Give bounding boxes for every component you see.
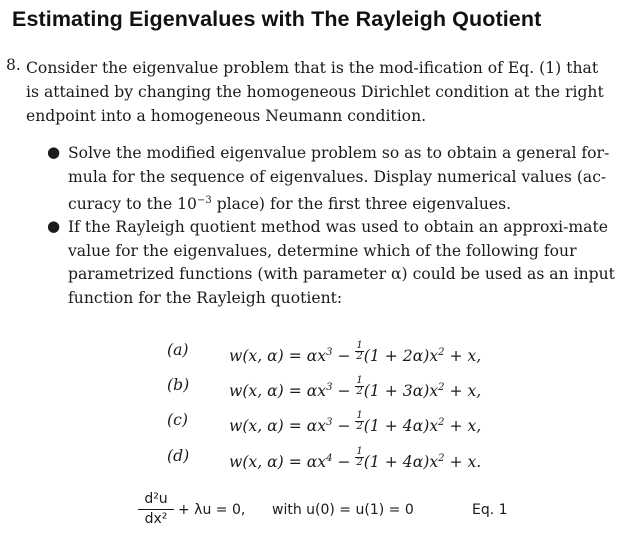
option-expression: w(x, $\alpha) = \alpha x^3$ − $\frac{1}{2}$ $(1 + 4\alpha)x^2 + x$, [229,410,482,435]
equation-1 [138,490,538,532]
option-expression: w(x, $\alpha) = \alpha x^4$ − $\frac{1}{2}$ $(1 + 4\alpha)x^2 + x$. [229,446,482,471]
problem-line: Consider the eigenvalue problem that is the mod-ification of Eq. (1) that [26,59,599,77]
bullet-line: value for the eigenvalues, determine which of the following four [68,241,577,260]
problem-number: 8. [6,56,21,74]
bullet-line: Solve the modified eigenvalue problem so as to obtain a general for- [68,144,610,162]
bullet-line: mula for the sequence of eigenvalues. Display numerical values (ac- [68,167,607,186]
option-expression: w(x, $\alpha) = \alpha x^3$ − $\frac{1}{2}$ $(1 + 2\alpha)x^2 + x$, [229,340,482,365]
option-label: (b) [167,376,190,394]
problem-statement [26,56,626,128]
page-title: Estimating Eigenvalues with The Rayleigh Quotient [12,7,542,31]
bullet-icon: ● [47,217,61,235]
bullet-icon: ● [47,143,61,161]
bullet-line: function for the Rayleigh quotient: [68,289,343,308]
equation-tag: Eq. 1 [472,502,508,518]
fraction-numerator: d²u [138,490,174,510]
derivative-fraction [138,490,174,528]
bullet-line: curacy to the $10^{-3}$ place) for the first three eigenvalues. [68,195,512,214]
bullet-item-rayleigh [68,216,634,311]
bullet-item-solve [68,142,634,217]
option-label: (c) [167,411,188,429]
problem-line: is attained by changing the homogeneous Dirichlet condition at the right [26,83,604,101]
option-label: (d) [167,447,190,465]
bullet-line: If the Rayleigh quotient method was used to obtain an approxi-mate [68,218,608,236]
equation-rest: + λu = 0, [178,502,246,518]
bullet-line: parametrized functions (with parameter α) could be used as an input [68,265,615,284]
boundary-condition: with u(0) = u(1) = 0 [272,502,414,518]
problem-line: endpoint into a homogeneous Neumann condition. [26,107,427,125]
option-label: (a) [167,341,189,359]
option-expression: w(x, $\alpha) = \alpha x^3$ − $\frac{1}{2}$ $(1 + 3\alpha)x^2 + x$, [229,375,482,400]
fraction-denominator: dx² [144,511,168,527]
